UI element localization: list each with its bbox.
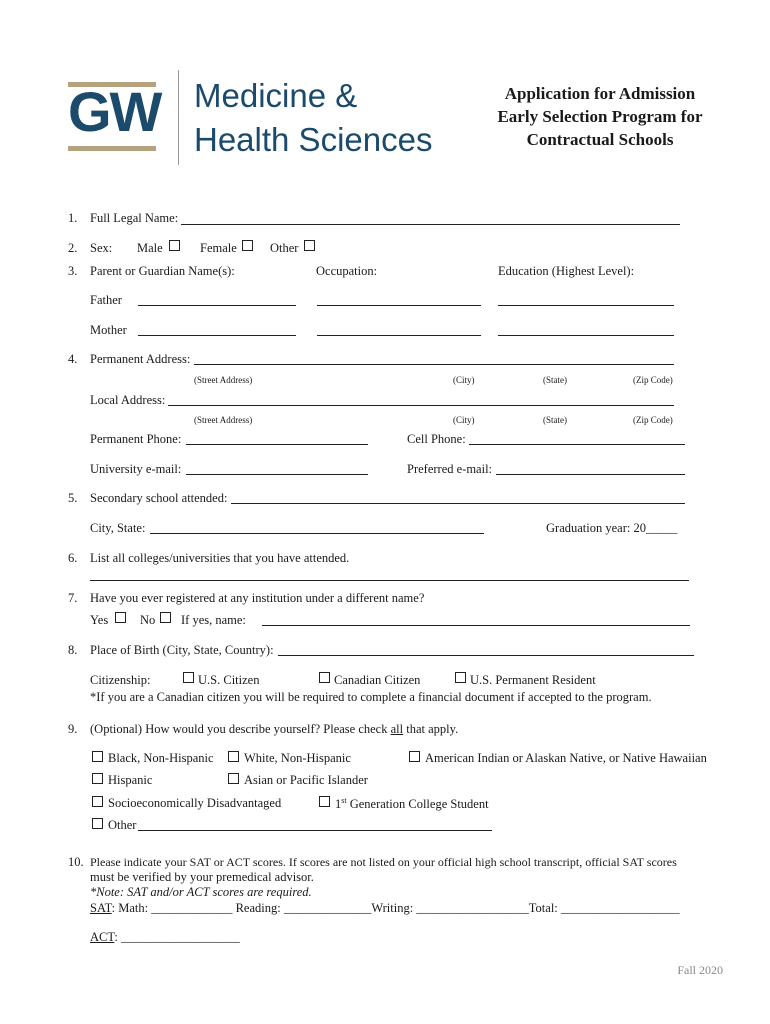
q8-number: 8. <box>68 643 78 657</box>
act-field[interactable]: : ___________________ <box>114 930 240 944</box>
sex-female-checkbox[interactable] <box>242 240 253 251</box>
gw-logo: GW <box>68 80 161 143</box>
sex-female-label: Female <box>200 241 237 255</box>
title-line1: Application for Admission <box>504 84 696 103</box>
permanent-resident-checkbox[interactable] <box>455 672 466 683</box>
father-name-field[interactable] <box>138 305 296 306</box>
preferred-email-field[interactable] <box>496 474 685 475</box>
white-label: White, Non-Hispanic <box>244 751 351 765</box>
logo-line2: Health Sciences <box>194 121 433 158</box>
canadian-note: *If you are a Canadian citizen you will be required to complete a financial document if accepted to the program. <box>90 690 652 704</box>
father-education-field[interactable] <box>498 305 674 306</box>
scores-instruction-2: must be verified by your premedical advisor. <box>90 870 314 884</box>
q1-label: Full Legal Name: <box>90 211 179 225</box>
socio-checkbox[interactable] <box>92 796 103 807</box>
other-ethnicity-checkbox[interactable] <box>92 818 103 829</box>
title-line3: Contractual Schools <box>526 130 674 149</box>
street-address-hint: (Street Address) <box>194 375 253 385</box>
act-label: ACT <box>90 930 115 944</box>
black-label: Black, Non-Hispanic <box>108 751 214 765</box>
us-citizen-checkbox[interactable] <box>183 672 194 683</box>
asian-label: Asian or Pacific Islander <box>244 773 368 787</box>
title-line2: Early Selection Program for <box>497 107 703 126</box>
black-checkbox[interactable] <box>92 751 103 762</box>
colleges-label: List all colleges/universities that you have attended. <box>90 551 350 565</box>
q2-number: 2. <box>68 241 78 255</box>
preferred-email-label: Preferred e-mail: <box>407 462 493 476</box>
cell-phone-label: Cell Phone: <box>407 432 466 446</box>
mother-name-field[interactable] <box>138 335 296 336</box>
state-hint-2: (State) <box>543 415 567 425</box>
permanent-address-field[interactable] <box>194 364 674 365</box>
q6-number: 6. <box>68 551 78 565</box>
q1-number: 1. <box>68 211 78 225</box>
sex-other-checkbox[interactable] <box>304 240 315 251</box>
mother-occupation-field[interactable] <box>317 335 481 336</box>
father-label: Father <box>90 293 122 307</box>
full-name-field[interactable] <box>181 224 680 225</box>
q3-number: 3. <box>68 264 78 278</box>
sex-male-label: Male <box>137 241 163 255</box>
permanent-address-label: Permanent Address: <box>90 352 191 366</box>
canadian-citizen-checkbox[interactable] <box>319 672 330 683</box>
city-hint: (City) <box>453 375 475 385</box>
university-email-field[interactable] <box>186 474 368 475</box>
sex-other-label: Other <box>270 241 299 255</box>
birthplace-label: Place of Birth (City, State, Country): <box>90 643 274 657</box>
logo-bar-bottom <box>68 146 156 151</box>
ethnicity-label-a: (Optional) How would you describe yourself? Please check <box>90 722 391 736</box>
q7-number: 7. <box>68 591 78 605</box>
yes-label: Yes <box>90 613 109 627</box>
state-hint: (State) <box>543 375 567 385</box>
asian-checkbox[interactable] <box>228 773 239 784</box>
permanent-phone-label: Permanent Phone: <box>90 432 182 446</box>
permanent-resident-label: U.S. Permanent Resident <box>470 673 596 687</box>
ethnicity-label-b: that apply. <box>403 722 459 736</box>
different-name-label: Have you ever registered at any institution under a different name? <box>90 591 425 605</box>
ethnicity-label <box>90 722 458 737</box>
scores-instruction-1: Please indicate your SAT or ACT scores. If scores are not listed on your official high school transcript, official SAT scores <box>90 855 677 869</box>
q5-number: 5. <box>68 491 78 505</box>
socio-label: Socioeconomically Disadvantaged <box>108 796 282 810</box>
form-title <box>470 82 730 151</box>
logo-divider <box>178 70 179 165</box>
permanent-phone-field[interactable] <box>186 444 368 445</box>
hispanic-checkbox[interactable] <box>92 773 103 784</box>
q4-number: 4. <box>68 352 78 366</box>
sex-male-checkbox[interactable] <box>169 240 180 251</box>
native-label: American Indian or Alaskan Native, or Native Hawaiian <box>425 751 707 765</box>
graduation-year-field[interactable]: Graduation year: 20_____ <box>546 521 678 535</box>
scores-note: *Note: SAT and/or ACT scores are required. <box>90 885 312 899</box>
act-scores-row[interactable] <box>90 930 240 945</box>
sat-label: SAT <box>90 901 112 915</box>
education-header: Education (Highest Level): <box>498 264 635 278</box>
hispanic-label: Hispanic <box>108 773 153 787</box>
other-ethnicity-field[interactable] <box>138 830 492 831</box>
sat-scores-row[interactable] <box>90 901 680 916</box>
no-checkbox[interactable] <box>160 612 171 623</box>
q3-label: Parent or Guardian Name(s): <box>90 264 235 278</box>
first-gen-sup: st <box>341 796 347 805</box>
q2-label: Sex: <box>90 241 113 255</box>
secondary-school-field[interactable] <box>231 503 685 504</box>
yes-checkbox[interactable] <box>115 612 126 623</box>
secondary-school-label: Secondary school attended: <box>90 491 228 505</box>
zip-hint-2: (Zip Code) <box>633 415 673 425</box>
city-state-label: City, State: <box>90 521 146 535</box>
occupation-header: Occupation: <box>316 264 378 278</box>
local-address-field[interactable] <box>168 405 674 406</box>
street-address-hint-2: (Street Address) <box>194 415 253 425</box>
footer-term: Fall 2020 <box>677 963 723 977</box>
university-email-label: University e-mail: <box>90 462 182 476</box>
cell-phone-field[interactable] <box>469 444 685 445</box>
us-citizen-label: U.S. Citizen <box>198 673 260 687</box>
colleges-field[interactable] <box>90 580 689 581</box>
native-checkbox[interactable] <box>409 751 420 762</box>
zip-hint: (Zip Code) <box>633 375 673 385</box>
other-ethnicity-label: Other <box>108 818 137 832</box>
canadian-citizen-label: Canadian Citizen <box>334 673 421 687</box>
first-gen-num: 1 <box>335 797 342 812</box>
no-label: No <box>140 613 156 627</box>
sat-fields[interactable]: : Math: _____________ Reading: ______________Writing: __________________Total: ___________________ <box>111 901 680 915</box>
mother-label: Mother <box>90 323 127 337</box>
first-gen-text: Generation College Student <box>346 797 489 812</box>
mother-education-field[interactable] <box>498 335 674 336</box>
first-gen-label <box>335 796 489 812</box>
q10-number: 10. <box>68 855 84 869</box>
white-checkbox[interactable] <box>228 751 239 762</box>
citizenship-label: Citizenship: <box>90 673 151 687</box>
logo-line1: Medicine & <box>194 77 358 114</box>
birthplace-field[interactable] <box>278 655 694 656</box>
father-occupation-field[interactable] <box>317 305 481 306</box>
q9-number: 9. <box>68 722 78 736</box>
local-address-label: Local Address: <box>90 393 166 407</box>
city-state-field[interactable] <box>150 533 484 534</box>
ethnicity-label-all: all <box>390 722 404 736</box>
other-name-field[interactable] <box>262 625 690 626</box>
city-hint-2: (City) <box>453 415 475 425</box>
first-gen-checkbox[interactable] <box>319 796 330 807</box>
if-yes-label: If yes, name: <box>181 613 246 627</box>
